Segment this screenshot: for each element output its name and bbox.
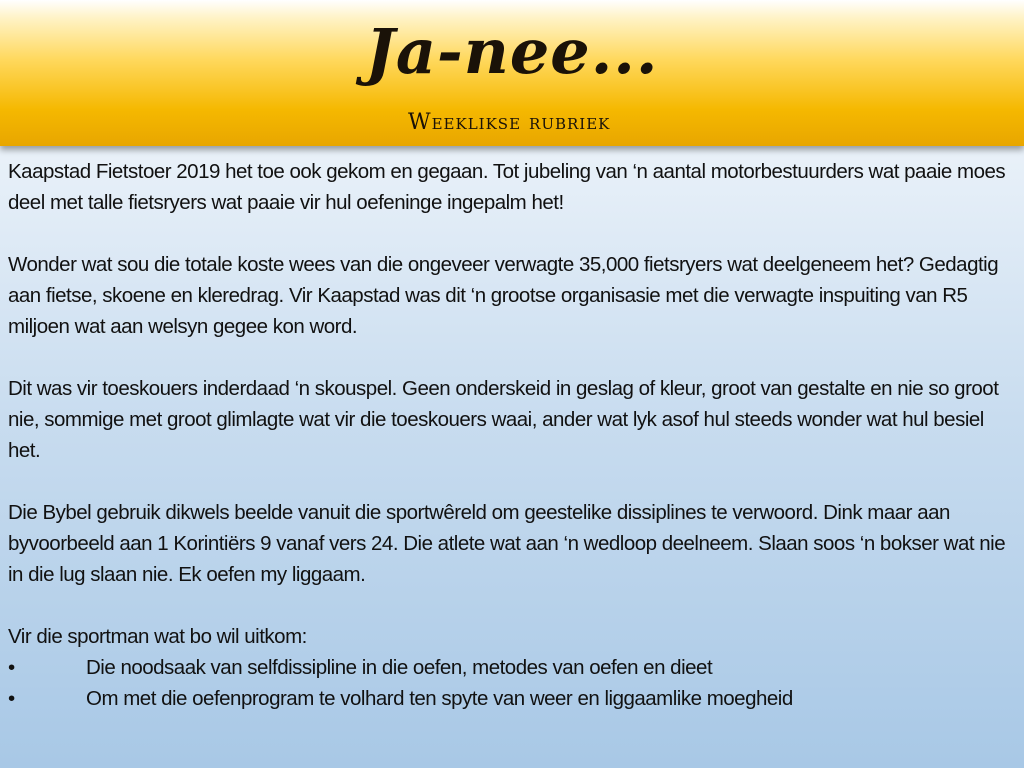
bullet-marker: • bbox=[8, 687, 15, 710]
bullet-item bbox=[8, 652, 1016, 683]
paragraph-1: Kaapstad Fietstoer 2019 het toe ook gekom en gegaan. Tot jubeling van ‘n aantal motorbestuurders wat paaie moes deel met talle fietsryers wat paaie vir hul oefeninge ingepalm het! bbox=[8, 160, 1006, 214]
header-banner bbox=[0, 0, 1024, 146]
page-title: Ja-nee... bbox=[365, 15, 659, 88]
paragraph-3: Dit was vir toeskouers inderdaad ‘n skouspel. Geen onderskeid in geslag of kleur, groot van gestalte en nie so groot nie, sommige met groot glimlagte wat vir die toeskouers waai, ander wat lyk asof hul steeds wonder wat hul besiel het. bbox=[8, 377, 999, 462]
paragraph-5: Vir die sportman wat bo wil uitkom: bbox=[8, 625, 307, 648]
article-body bbox=[8, 156, 1016, 714]
paragraph-2: Wonder wat sou die totale koste wees van die ongeveer verwagte 35,000 fietsryers wat deelgeneem het? Gedagtig aan fietse, skoene en kleredrag. Vir Kaapstad was dit ‘n grootse organisasie met die verwagte inspuiting van R5 miljoen wat aan welsyn gegee kon word. bbox=[8, 253, 999, 338]
bullet-text: Om met die oefenprogram te volhard ten spyte van weer en liggaamlike moegheid bbox=[86, 687, 793, 710]
page-subtitle: Weeklikse rubriek bbox=[408, 110, 611, 135]
bullet-item bbox=[8, 683, 1016, 714]
paragraph-4: Die Bybel gebruik dikwels beelde vanuit die sportwêreld om geestelike dissiplines te verwoord. Dink maar aan byvoorbeeld aan 1 Korintiërs 9 vanaf vers 24. Die atlete wat aan ‘n wedloop deelneem. Slaan soos ‘n bokser wat nie in die lug slaan nie. Ek oefen my liggaam. bbox=[8, 501, 1006, 586]
bullet-text: Die noodsaak van selfdissipline in die oefen, metodes van oefen en dieet bbox=[86, 656, 713, 679]
bullet-marker: • bbox=[8, 656, 15, 679]
